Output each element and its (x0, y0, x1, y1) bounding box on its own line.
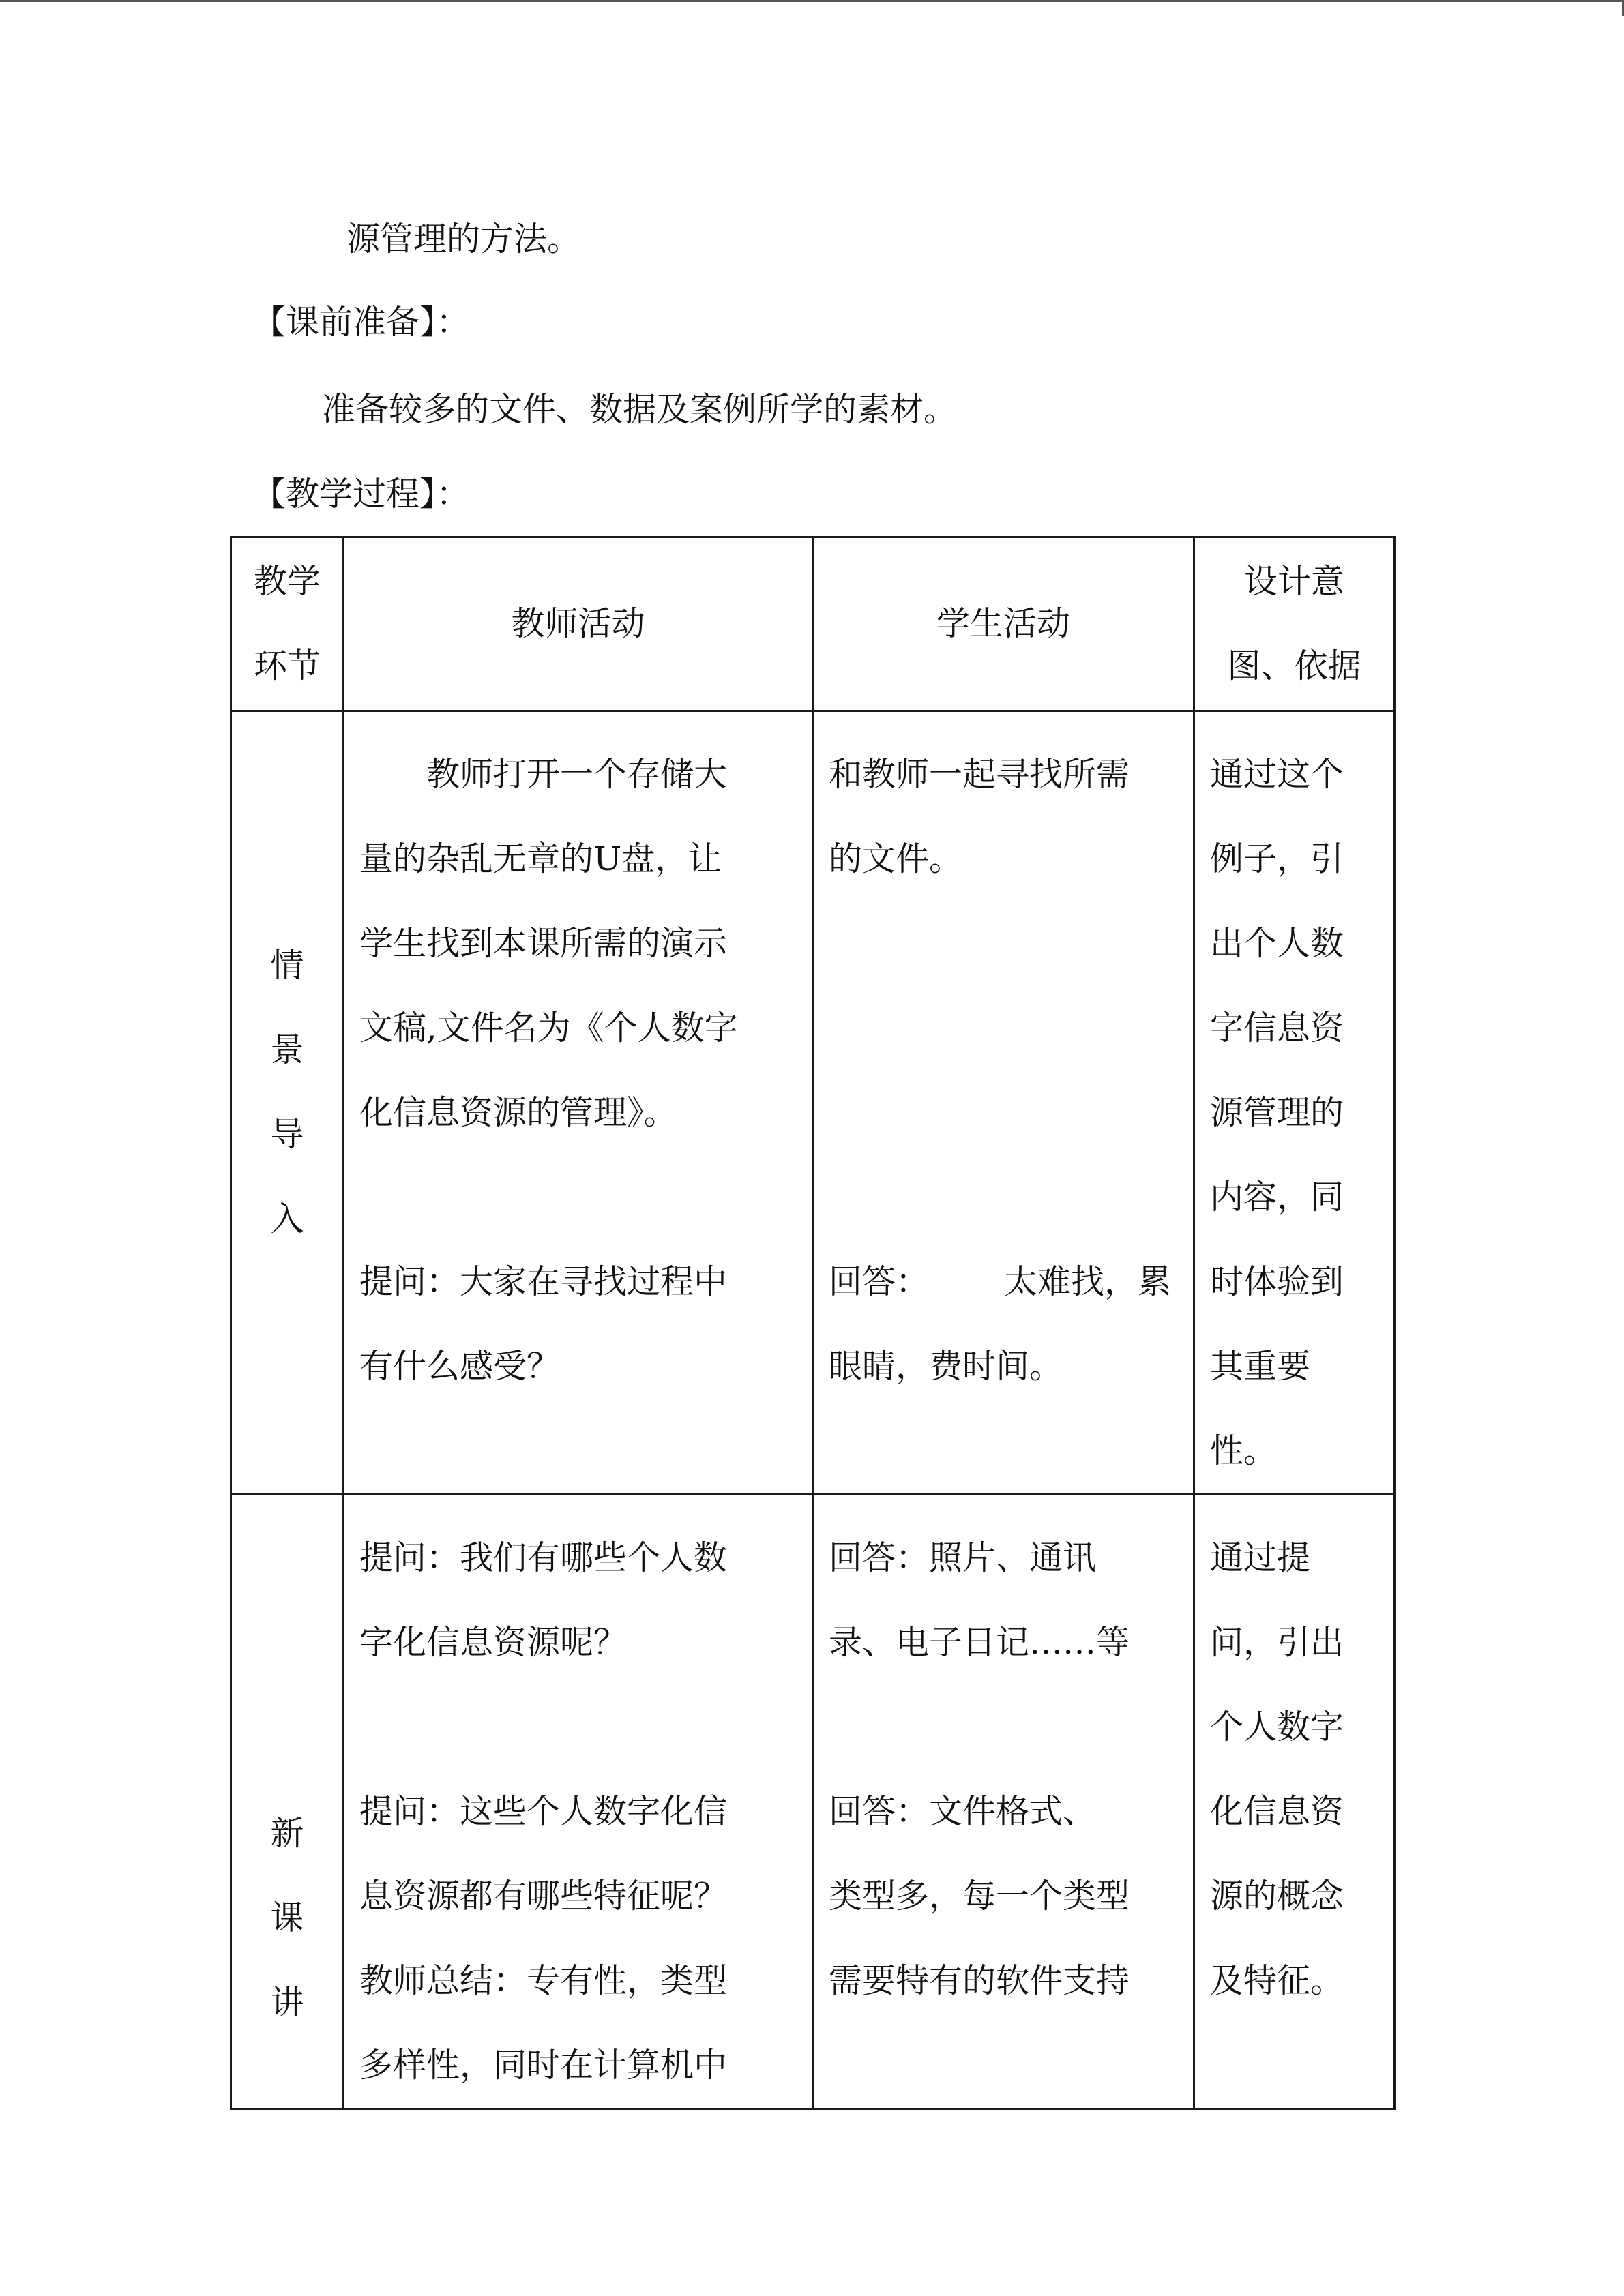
design-line: 个人数字 (1210, 1708, 1344, 1746)
stage-char: 导 (270, 1115, 304, 1154)
design-intent-cell (1194, 1495, 1395, 2109)
student-line: 的文件。 (829, 839, 963, 878)
teacher-line: 化信息资源的管理》。 (359, 1093, 677, 1132)
teacher-line: 字化信息资源呢？ (359, 1623, 628, 1662)
header-design-line-2: 图、依据 (1227, 646, 1361, 685)
header-design (1194, 537, 1395, 711)
student-line: 回答：文件格式、 (829, 1792, 1097, 1831)
student-line: 录、电子日记……等 (829, 1623, 1130, 1662)
design-line: 字信息资 (1210, 1009, 1344, 1047)
design-line: 例子，引 (1210, 839, 1344, 878)
design-line: 性。 (1210, 1431, 1278, 1470)
student-line: 类型多，每一个类型 (829, 1877, 1130, 1915)
header-stage-line-1: 教学 (253, 562, 321, 601)
student-line: 需要特有的软件支持 (829, 1961, 1130, 2000)
design-intent-cell (1194, 711, 1395, 1495)
teacher-line: 息资源都有哪些特征呢？ (359, 1877, 728, 1915)
page-top-border (0, 0, 1624, 2)
design-line: 内容，同 (1210, 1178, 1344, 1217)
design-line: 时体验到 (1210, 1262, 1344, 1301)
student-line: 和教师一起寻找所需 (829, 755, 1130, 794)
stage-cell (231, 1495, 344, 2109)
header-teacher: 教师活动 (344, 537, 813, 711)
design-line: 源的概念 (1210, 1877, 1344, 1915)
process-heading: 【教学过程】： (252, 475, 470, 513)
student-line-blank (829, 986, 1178, 1071)
design-line: 源管理的 (1210, 1093, 1344, 1132)
student-line: 眼睛，费时间。 (829, 1347, 1063, 1386)
teacher-line: 提问：我们有哪些个人数 (359, 1538, 728, 1577)
intro-tail-text: 源管理的方法。 (346, 220, 581, 258)
teacher-line-blank (359, 1685, 797, 1770)
header-stage-line-2: 环节 (253, 646, 321, 685)
teacher-line: 多样性，同时在计算机中 (359, 2046, 728, 2085)
teacher-line: 学生找到本课所需的演示 (359, 924, 728, 963)
design-line: 其重要 (1210, 1347, 1311, 1386)
prep-text: 准备较多的文件、数据及案例所学的素材。 (322, 390, 958, 429)
student-answer-line (829, 1240, 1178, 1324)
teacher-line-blank (359, 1155, 797, 1240)
student-line-blank (829, 901, 1178, 986)
student-line: 回答：照片、通讯 (829, 1538, 1097, 1577)
teacher-line: 有什么感受？ (359, 1347, 561, 1386)
student-answer-label: 回答： (829, 1262, 930, 1301)
stage-cell (231, 711, 344, 1495)
design-line: 出个人数 (1210, 924, 1344, 963)
table-row (231, 1495, 1395, 2109)
teaching-process-table (230, 536, 1396, 2110)
teacher-activity-cell (344, 711, 813, 1495)
header-student: 学生活动 (813, 537, 1194, 711)
design-line: 通过提 (1210, 1538, 1311, 1577)
stage-char: 景 (270, 1030, 304, 1069)
stage-char: 入 (270, 1199, 304, 1238)
stage-char: 讲 (270, 1983, 304, 2022)
table-header-row (231, 537, 1395, 711)
header-design-line-1: 设计意 (1243, 562, 1344, 601)
design-line: 通过这个 (1210, 755, 1344, 794)
stage-char: 新 (270, 1814, 304, 1853)
teacher-line: 量的杂乱无章的U盘，让 (359, 839, 722, 878)
design-line: 及特征。 (1210, 1961, 1344, 2000)
student-line-blank (829, 1685, 1178, 1770)
stage-char: 情 (270, 946, 304, 985)
teacher-line: 教师总结：专有性，类型 (359, 1961, 728, 2000)
teacher-line: 教师打开一个存储大 (426, 755, 728, 794)
student-line-blank (829, 1071, 1178, 1155)
student-activity-cell (813, 711, 1194, 1495)
design-line: 化信息资 (1210, 1792, 1344, 1831)
teacher-line: 提问：这些个人数字化信 (359, 1792, 728, 1831)
teacher-line: 文稿,文件名为《个人数字 (359, 1009, 738, 1047)
design-line: 问，引出 (1210, 1623, 1344, 1662)
header-stage (231, 537, 344, 711)
student-activity-cell (813, 1495, 1194, 2109)
student-answer-tail: 太难找，累 (1004, 1262, 1172, 1301)
teacher-line: 提问：大家在寻找过程中 (359, 1262, 728, 1301)
prep-heading: 【课前准备】： (252, 303, 470, 342)
student-line-blank (829, 1155, 1178, 1240)
teacher-activity-cell (344, 1495, 813, 2109)
stage-char: 课 (270, 1898, 304, 1937)
table-row (231, 711, 1395, 1495)
